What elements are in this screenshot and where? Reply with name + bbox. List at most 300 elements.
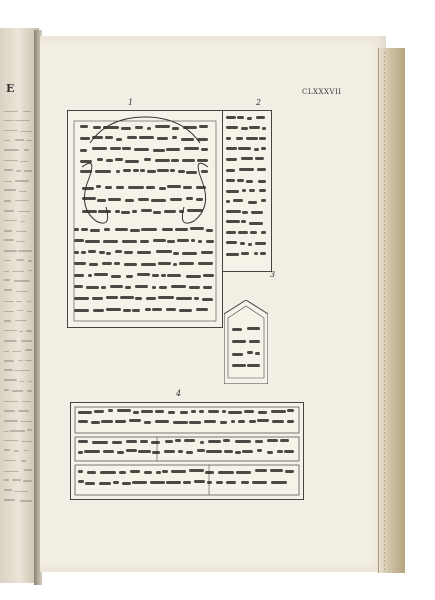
script-stroke (226, 169, 235, 172)
script-stroke (261, 231, 266, 234)
script-stroke (15, 200, 29, 202)
script-stroke (248, 201, 257, 204)
script-stroke (233, 199, 242, 202)
script-stroke (97, 158, 103, 161)
script-stroke (257, 168, 266, 171)
panel-label-1: 1 (128, 98, 134, 107)
script-stroke (171, 285, 187, 288)
script-stroke (105, 136, 113, 139)
page-edges (384, 52, 385, 570)
script-stroke (133, 411, 139, 414)
script-stroke (122, 240, 137, 243)
script-stroke (16, 259, 24, 261)
script-stroke (252, 481, 267, 484)
script-stroke (130, 470, 140, 473)
script-stroke (151, 199, 166, 202)
script-stroke (12, 390, 24, 392)
script-stroke (189, 421, 201, 424)
script-stroke (205, 471, 214, 474)
script-stroke (26, 330, 32, 332)
script-stroke (12, 479, 20, 481)
script-stroke (78, 411, 92, 414)
script-stroke (235, 440, 251, 443)
script-stroke (256, 116, 265, 119)
script-stroke (15, 139, 24, 141)
script-stroke (24, 170, 32, 172)
script-stroke (146, 297, 156, 300)
script-stroke (186, 171, 196, 174)
script-stroke (162, 228, 173, 231)
script-stroke (152, 308, 162, 311)
script-stroke (146, 186, 155, 189)
script-stroke (226, 126, 238, 129)
script-stroke (155, 125, 169, 128)
script-stroke (226, 137, 231, 140)
script-stroke (24, 469, 32, 471)
script-stroke (226, 190, 239, 193)
script-stroke (158, 296, 173, 299)
script-stroke (18, 211, 30, 213)
script-stroke (4, 189, 16, 191)
script-stroke (206, 450, 222, 453)
script-stroke (141, 228, 157, 231)
script-stroke (92, 147, 107, 150)
script-stroke (138, 450, 151, 453)
script-stroke (115, 158, 123, 161)
panel-label-2: 2 (256, 98, 262, 107)
script-stroke (4, 120, 14, 122)
script-stroke (172, 127, 180, 130)
script-stroke (239, 168, 254, 171)
script-stroke (204, 420, 216, 423)
script-stroke (226, 481, 236, 484)
script-stroke (4, 250, 17, 252)
script-stroke (238, 231, 248, 234)
script-stroke (21, 460, 26, 462)
script-stroke (184, 439, 195, 442)
script-stroke (159, 286, 166, 289)
script-stroke (92, 297, 103, 300)
script-stroke (14, 280, 30, 282)
script-stroke (92, 441, 108, 444)
script-stroke (190, 227, 204, 230)
script-stroke (4, 420, 18, 422)
script-stroke (114, 262, 119, 265)
script-stroke (152, 451, 159, 454)
script-stroke (257, 419, 268, 422)
script-stroke (242, 450, 253, 453)
script-stroke (166, 308, 176, 311)
script-stroke (139, 136, 154, 139)
script-stroke (94, 410, 105, 413)
script-stroke (238, 147, 251, 150)
script-stroke (99, 251, 105, 254)
script-stroke (226, 179, 235, 182)
script-stroke (121, 127, 131, 130)
script-stroke (141, 263, 155, 266)
script-stroke (105, 186, 111, 189)
plate-number: CLXXXVII (302, 88, 342, 96)
script-stroke (27, 301, 31, 303)
script-stroke (201, 170, 208, 173)
script-stroke (181, 138, 193, 141)
script-stroke (176, 297, 192, 300)
script-stroke (183, 126, 197, 129)
script-stroke (140, 440, 148, 443)
script-stroke (74, 274, 84, 277)
script-stroke (4, 130, 18, 132)
script-stroke (133, 169, 139, 172)
script-stroke (189, 469, 203, 472)
script-stroke (103, 450, 114, 453)
script-stroke (4, 369, 13, 371)
script-stroke (112, 441, 122, 444)
script-stroke (87, 471, 96, 474)
script-stroke (125, 199, 133, 202)
script-stroke (167, 185, 180, 188)
script-stroke (111, 275, 121, 278)
script-stroke (171, 470, 186, 473)
script-stroke (261, 199, 266, 202)
script-stroke (4, 379, 17, 381)
inscription-1-drawing (68, 111, 222, 327)
script-stroke (98, 210, 110, 213)
script-stroke (220, 421, 228, 424)
script-stroke (18, 250, 32, 252)
script-stroke (4, 410, 15, 412)
script-stroke (247, 327, 260, 330)
script-stroke (183, 186, 192, 189)
script-stroke (218, 471, 233, 474)
script-stroke (196, 198, 203, 201)
script-stroke (16, 231, 27, 233)
script-stroke (251, 211, 263, 214)
script-stroke (82, 187, 94, 190)
script-stroke (241, 127, 248, 130)
script-stroke (4, 149, 19, 151)
script-stroke (194, 480, 205, 483)
script-stroke (106, 308, 121, 311)
script-stroke (173, 252, 179, 255)
script-stroke (165, 440, 172, 443)
script-stroke (203, 286, 212, 289)
script-stroke (226, 147, 237, 150)
script-stroke (255, 440, 262, 443)
script-stroke (241, 481, 248, 484)
script-stroke (272, 420, 284, 423)
script-stroke (241, 157, 253, 160)
script-stroke (94, 273, 108, 276)
script-stroke (119, 471, 126, 474)
script-stroke (241, 220, 246, 223)
inscription-panel-1 (67, 110, 223, 328)
script-stroke (156, 471, 161, 474)
script-stroke (4, 479, 9, 481)
script-stroke (240, 242, 245, 245)
script-stroke (247, 117, 252, 120)
script-stroke (248, 243, 252, 246)
script-stroke (138, 198, 149, 201)
script-stroke (128, 186, 143, 189)
script-stroke (80, 170, 92, 173)
script-stroke (173, 421, 187, 424)
script-stroke (249, 222, 263, 225)
script-stroke (23, 480, 32, 482)
script-stroke (103, 240, 118, 243)
script-stroke (97, 199, 106, 202)
script-stroke (4, 169, 13, 171)
script-stroke (20, 161, 29, 163)
script-stroke (249, 420, 256, 423)
script-stroke (226, 253, 239, 256)
script-stroke (183, 481, 191, 484)
script-stroke (126, 440, 136, 443)
script-stroke (153, 239, 166, 242)
script-stroke (141, 209, 152, 212)
script-stroke (147, 170, 156, 173)
script-stroke (92, 136, 103, 139)
script-stroke (125, 286, 131, 289)
script-stroke (242, 211, 248, 214)
script-stroke (122, 482, 131, 485)
script-stroke (135, 126, 143, 129)
script-stroke (80, 137, 90, 140)
script-stroke (216, 481, 223, 484)
script-stroke (27, 390, 32, 392)
script-stroke (166, 148, 180, 151)
script-stroke (90, 229, 100, 232)
script-stroke (150, 481, 165, 484)
script-stroke (197, 138, 208, 141)
script-stroke (201, 251, 212, 254)
script-stroke (88, 250, 96, 253)
script-stroke (267, 451, 273, 454)
script-stroke (137, 273, 150, 276)
script-stroke (89, 263, 99, 266)
script-stroke (232, 364, 246, 367)
script-stroke (178, 170, 185, 173)
script-stroke (232, 328, 242, 331)
script-stroke (197, 159, 208, 162)
script-stroke (86, 286, 99, 289)
script-stroke (257, 449, 262, 452)
script-stroke (173, 263, 177, 266)
script-stroke (28, 260, 32, 262)
script-stroke (134, 148, 150, 151)
script-stroke (20, 500, 32, 502)
script-stroke (152, 274, 158, 277)
script-stroke (167, 240, 175, 243)
script-stroke (127, 136, 138, 139)
script-stroke (74, 251, 79, 254)
script-stroke (284, 450, 294, 453)
script-stroke (170, 198, 182, 201)
script-stroke (106, 296, 119, 299)
script-stroke (115, 420, 126, 423)
script-stroke (249, 340, 260, 343)
script-stroke (93, 126, 102, 129)
seal-drawing (224, 300, 268, 384)
script-stroke (84, 450, 100, 453)
script-stroke (93, 309, 104, 312)
script-stroke (106, 252, 110, 255)
script-stroke (81, 228, 88, 231)
script-stroke (4, 239, 14, 241)
script-stroke (180, 411, 188, 414)
script-stroke (82, 197, 96, 200)
script-stroke (179, 262, 194, 265)
script-stroke (4, 210, 14, 212)
script-stroke (4, 160, 18, 162)
script-stroke (140, 240, 149, 243)
script-stroke (20, 221, 26, 223)
script-stroke (201, 148, 208, 151)
script-stroke (246, 137, 258, 140)
script-stroke (170, 169, 175, 172)
script-stroke (226, 241, 237, 244)
script-stroke (22, 401, 32, 403)
script-stroke (117, 409, 131, 412)
script-stroke (100, 471, 116, 474)
script-stroke (16, 170, 21, 172)
script-stroke (132, 481, 147, 484)
script-stroke (270, 469, 283, 472)
script-stroke (182, 252, 197, 255)
script-stroke (10, 430, 24, 432)
script-stroke (226, 210, 241, 213)
script-stroke (194, 297, 199, 300)
script-stroke (155, 410, 165, 413)
script-stroke (199, 125, 208, 128)
script-stroke (4, 311, 14, 313)
script-stroke (4, 320, 11, 322)
script-stroke (226, 116, 236, 119)
script-stroke (19, 381, 23, 383)
script-stroke (226, 231, 236, 234)
script-stroke (74, 262, 86, 265)
script-stroke (287, 420, 294, 423)
script-stroke (74, 239, 84, 242)
script-stroke (155, 159, 170, 162)
script-stroke (271, 410, 286, 413)
script-stroke (247, 364, 259, 367)
script-stroke (186, 451, 193, 454)
script-stroke (232, 340, 246, 343)
script-stroke (18, 410, 28, 412)
script-stroke (179, 309, 192, 312)
script-stroke (196, 308, 207, 311)
script-stroke (116, 186, 124, 189)
script-stroke (130, 229, 140, 232)
script-stroke (202, 298, 213, 301)
script-stroke (206, 229, 213, 232)
script-stroke (162, 470, 167, 473)
script-stroke (232, 353, 243, 356)
script-stroke (74, 228, 79, 231)
script-stroke (14, 370, 30, 372)
script-stroke (153, 149, 165, 152)
script-stroke (208, 410, 219, 413)
script-stroke (285, 470, 294, 473)
script-stroke (236, 471, 251, 474)
script-stroke (25, 349, 32, 351)
script-stroke (124, 251, 133, 254)
script-stroke (189, 286, 200, 289)
script-stroke (4, 489, 12, 491)
script-stroke (4, 340, 17, 342)
seal-panel-3 (224, 300, 268, 384)
script-stroke (15, 180, 28, 182)
script-stroke (260, 252, 266, 255)
script-stroke (132, 309, 140, 312)
script-stroke (271, 481, 286, 484)
script-stroke (236, 137, 242, 140)
script-stroke (4, 499, 15, 501)
script-stroke (78, 420, 88, 423)
script-stroke (4, 230, 12, 232)
script-stroke (200, 441, 204, 444)
script-stroke (177, 239, 189, 242)
script-stroke (250, 231, 257, 234)
script-stroke (184, 147, 199, 150)
script-stroke (4, 431, 9, 433)
script-stroke (110, 285, 123, 288)
script-stroke (110, 147, 121, 150)
script-stroke (280, 439, 289, 442)
script-stroke (74, 309, 89, 312)
script-stroke (125, 160, 139, 163)
script-stroke (102, 262, 112, 265)
script-stroke (247, 351, 253, 354)
page-block-edge (378, 48, 405, 573)
script-stroke (4, 200, 11, 202)
script-stroke (115, 228, 127, 231)
script-stroke (91, 421, 100, 424)
script-stroke (4, 471, 19, 473)
script-stroke (259, 189, 266, 192)
script-stroke (4, 389, 9, 391)
script-stroke (164, 450, 175, 453)
script-stroke (12, 271, 24, 273)
script-stroke (203, 274, 214, 277)
script-stroke (4, 301, 14, 303)
script-stroke (244, 410, 254, 413)
script-stroke (168, 411, 175, 414)
script-stroke (85, 482, 95, 485)
script-stroke (254, 252, 259, 255)
script-stroke (27, 429, 32, 431)
script-stroke (144, 471, 152, 474)
script-stroke (135, 297, 142, 300)
script-stroke (186, 275, 200, 278)
script-stroke (255, 352, 260, 355)
script-stroke (132, 210, 137, 213)
script-stroke (4, 140, 10, 142)
script-stroke (171, 159, 178, 162)
script-stroke (277, 450, 283, 453)
script-stroke (246, 180, 253, 183)
script-stroke (151, 441, 161, 444)
script-stroke (258, 411, 267, 414)
script-stroke (21, 441, 32, 443)
script-stroke (135, 285, 149, 288)
script-stroke (104, 228, 110, 231)
script-stroke (103, 126, 119, 129)
script-stroke (207, 481, 212, 484)
script-stroke (74, 297, 89, 300)
script-stroke (226, 200, 230, 203)
script-stroke (4, 360, 14, 362)
